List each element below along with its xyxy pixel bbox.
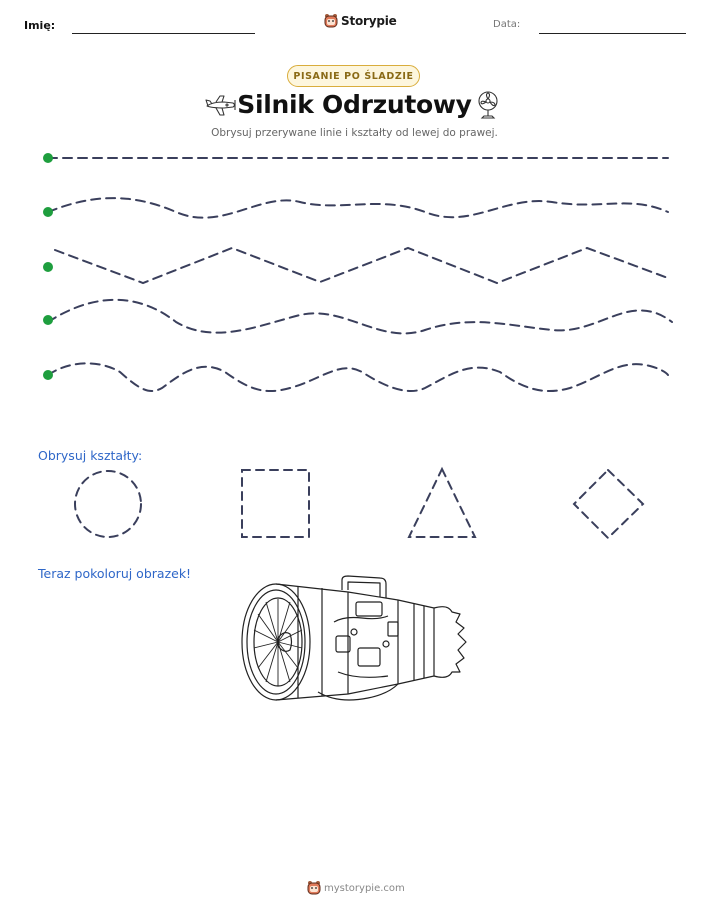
activity-badge: PISANIE PO ŚLADZIE bbox=[287, 65, 420, 87]
date-label: Data: bbox=[493, 19, 521, 30]
instructions: Obrysuj przerywane linie i kształty od lewej do prawej. bbox=[211, 127, 498, 139]
name-label: Imię: bbox=[24, 19, 56, 32]
trace-line-zigzag bbox=[55, 248, 668, 283]
start-dot bbox=[43, 207, 53, 217]
trace-shape-triangle bbox=[409, 469, 475, 537]
fan-icon bbox=[476, 90, 500, 120]
date-line[interactable] bbox=[539, 33, 686, 34]
brand-name: Storypie bbox=[341, 14, 397, 28]
coloring-section-label: Teraz pokoloruj obrazek! bbox=[38, 566, 192, 581]
trace-line-wave-2 bbox=[48, 300, 672, 334]
tracing-shapes bbox=[60, 462, 660, 544]
page-title: Silnik Odrzutowy bbox=[237, 90, 472, 119]
trace-line-bumps bbox=[48, 363, 668, 391]
trace-shape-square bbox=[242, 470, 309, 537]
jet-engine-icon bbox=[238, 572, 470, 714]
name-line[interactable] bbox=[72, 33, 255, 34]
storypie-logo-icon bbox=[324, 13, 338, 29]
start-dot bbox=[43, 262, 53, 272]
shapes-section-label: Obrysuj kształty: bbox=[38, 448, 143, 463]
footer-brand bbox=[307, 880, 405, 896]
start-dot bbox=[43, 153, 53, 163]
start-dot bbox=[43, 315, 53, 325]
brand-logo bbox=[324, 13, 397, 29]
trace-shape-circle bbox=[75, 471, 141, 537]
footer-site[interactable]: mystorypie.com bbox=[324, 882, 405, 894]
start-dot bbox=[43, 370, 53, 380]
trace-shape-diamond bbox=[574, 470, 643, 538]
trace-line-wave bbox=[48, 198, 668, 218]
storypie-logo-icon bbox=[307, 880, 321, 896]
tracing-lines bbox=[0, 140, 709, 400]
